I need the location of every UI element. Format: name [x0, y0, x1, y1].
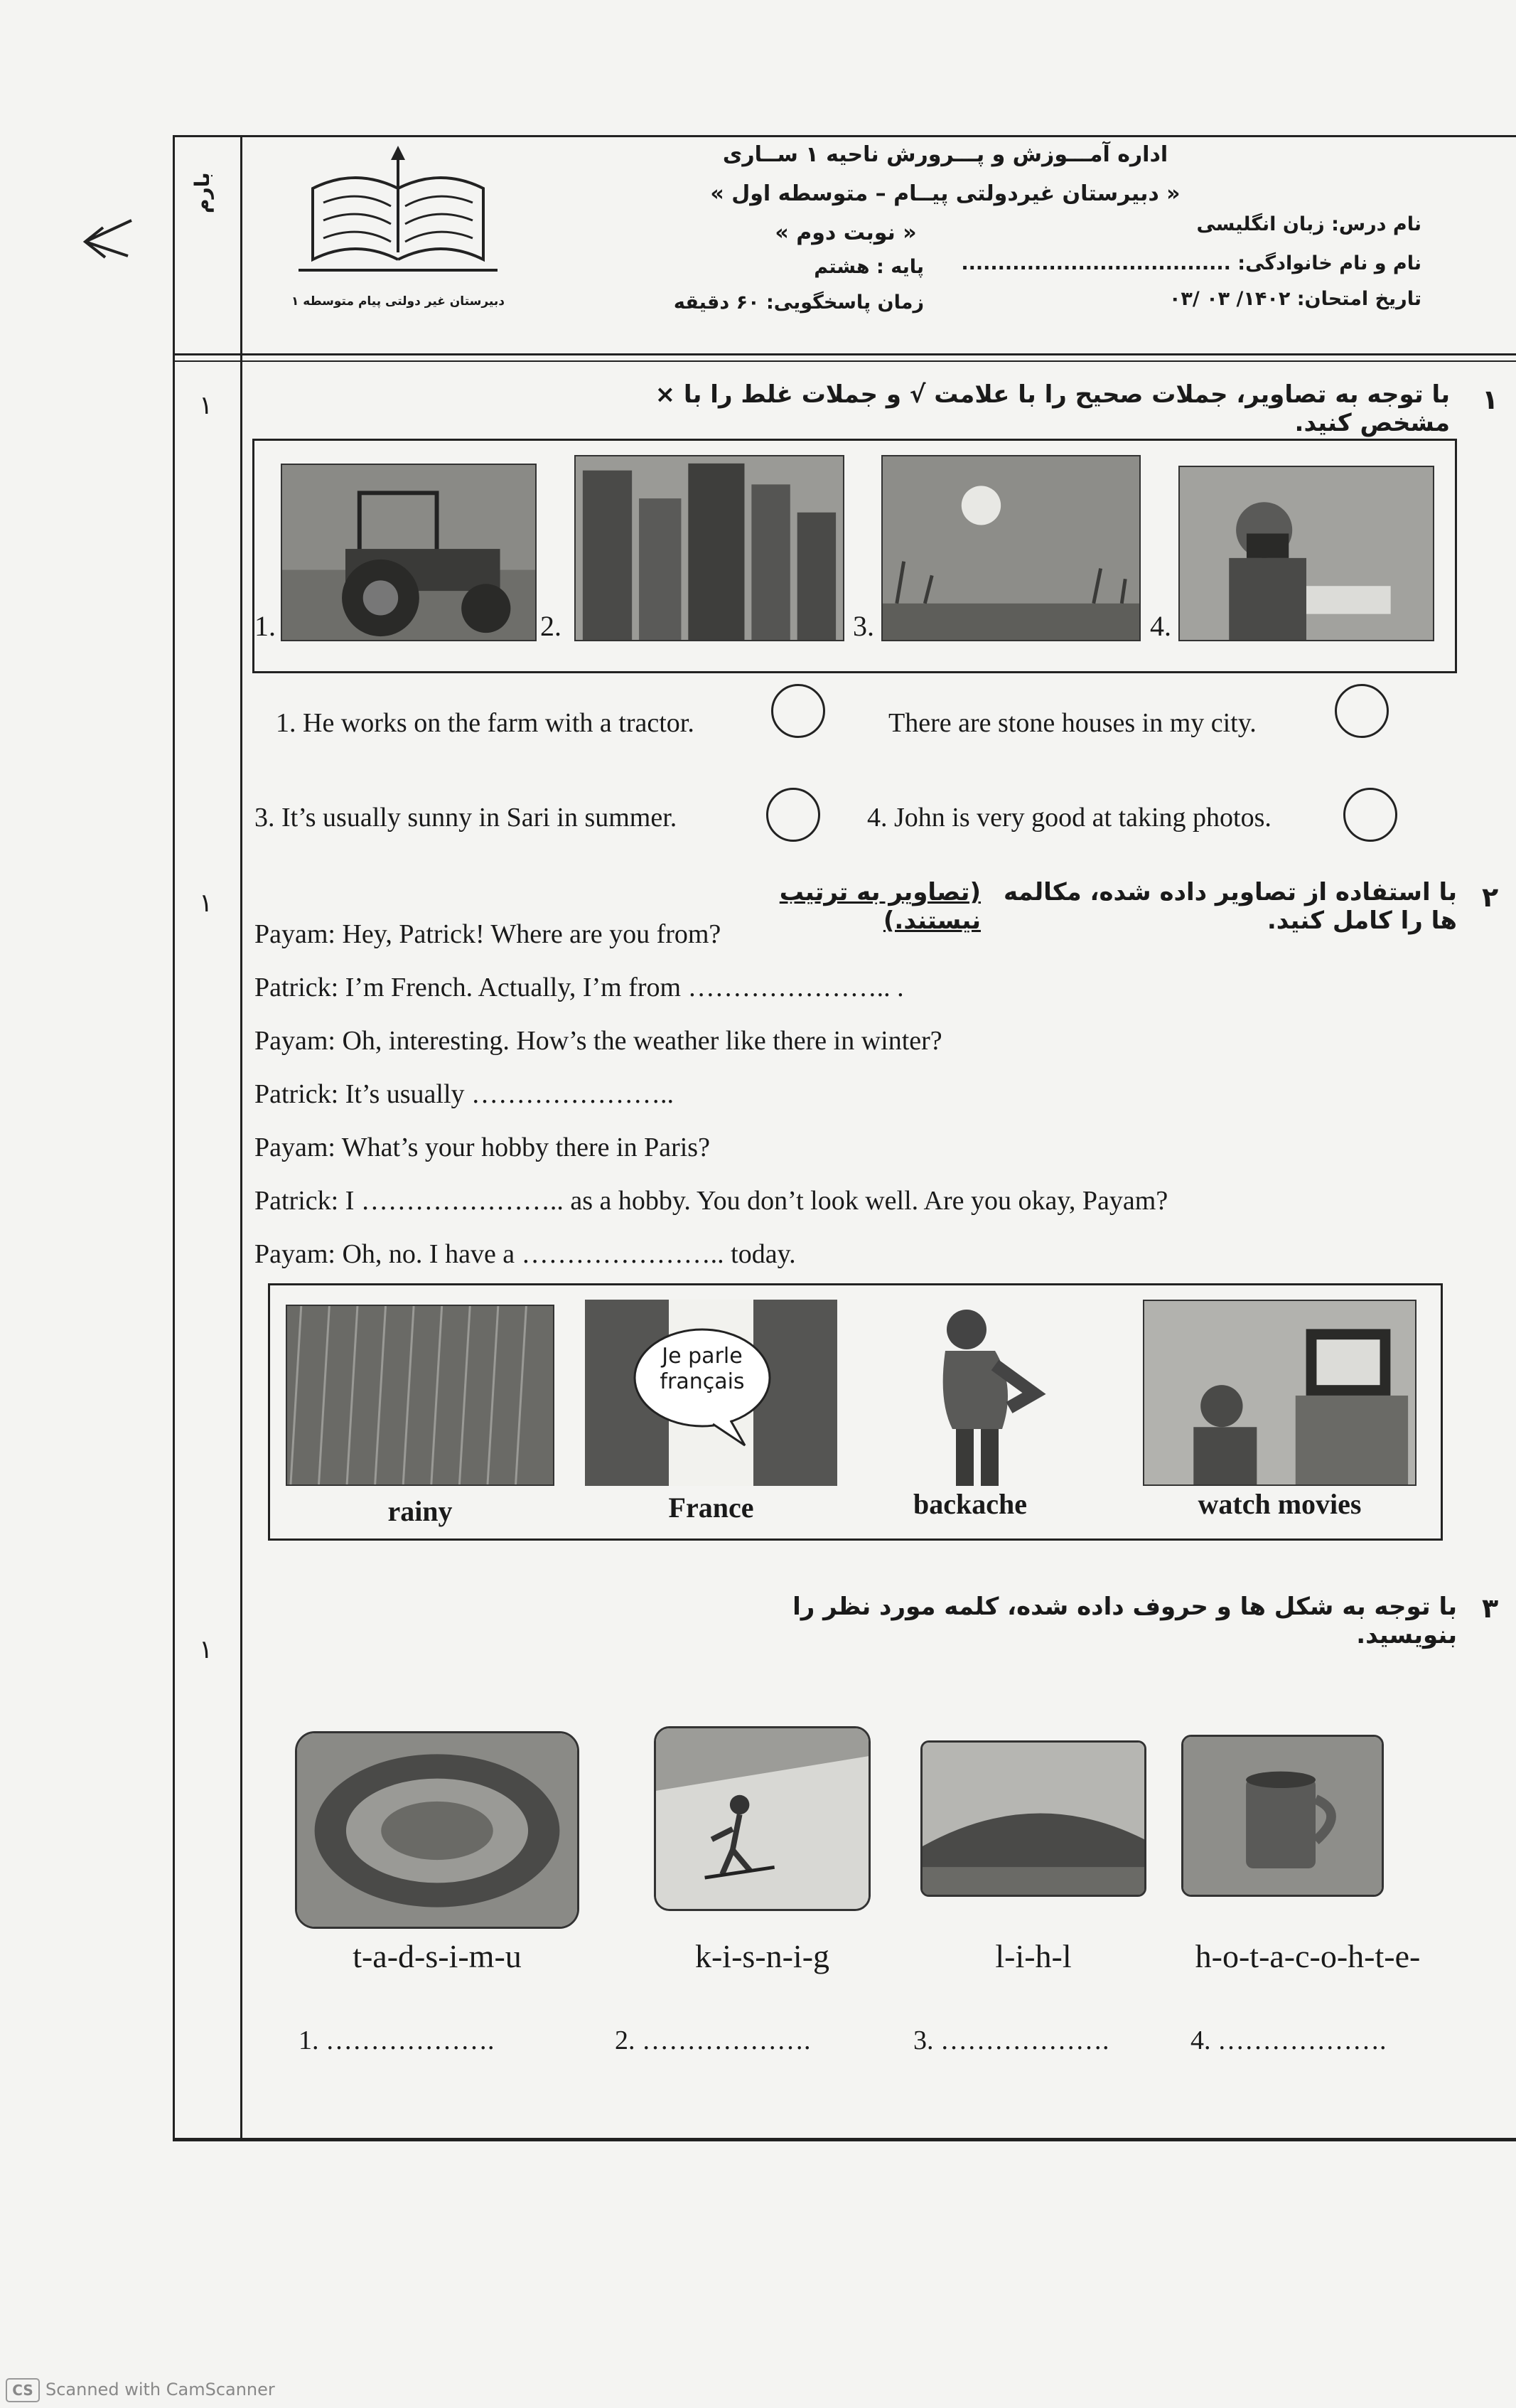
q1-pic-label-2: 2.: [540, 610, 561, 642]
stadium-photo: [295, 1731, 579, 1929]
logo-caption: دبیرستان غیر دولتی پیام متوسطه ۱: [291, 294, 505, 309]
rain-icon: [287, 1306, 553, 1484]
dialogue-line-6: Patrick: I ………………….. as a hobby. You don’t look well. Are you okay, Payam?: [254, 1186, 1168, 1216]
q1-answer-circle-3[interactable]: [766, 788, 820, 842]
q1-pic-label-3: 3.: [853, 610, 874, 642]
q2-instruction-note: (تصاویر به ترتیب نیستند.): [779, 878, 981, 935]
subject-label: نام درس: زبان انگلیسی: [1196, 213, 1421, 235]
header-line-2: « دبیرستان غیردولتی پیــام – متوسطه اول »: [710, 181, 1181, 206]
sunny-sky-photo: [881, 455, 1141, 641]
caption-backache: backache: [913, 1488, 1027, 1520]
tractor-photo: [281, 464, 537, 641]
q1-sentence-1: 1. He works on the farm with a tractor.: [276, 708, 694, 738]
buildings-icon: [576, 456, 843, 640]
book-logo-icon: [284, 146, 512, 288]
q3-answer-blank-1[interactable]: 1. ……………….: [299, 2026, 495, 2055]
hill-icon: [923, 1743, 1144, 1895]
camera-person-icon: [1180, 467, 1433, 640]
q3-answer-blank-2[interactable]: 2. ……………….: [615, 2026, 811, 2055]
dialogue-line-4: Patrick: It’s usually …………………..: [254, 1079, 674, 1109]
q1-pic-label-1: 1.: [254, 610, 276, 642]
scramble-word-1: t-a-d-s-i-m-u: [353, 1938, 522, 1974]
france-flag-photo: [585, 1300, 837, 1486]
tractor-icon: [282, 465, 535, 640]
q1-score: ۱: [199, 391, 213, 420]
speech-bubble-line-2: français: [660, 1369, 745, 1394]
q2-score: ۱: [199, 889, 213, 918]
speech-bubble-line-1: Je parle: [662, 1344, 743, 1369]
scramble-word-3: l-i-h-l: [995, 1938, 1072, 1974]
exam-date-label: تاریخ امتحان: ۱۴۰۲/ ۰۳ /۰۳: [1168, 288, 1421, 310]
barom-label: بارم: [190, 172, 214, 213]
q1-answer-circle-2[interactable]: [1335, 684, 1389, 738]
pen-mark-icon: [78, 213, 142, 263]
dialogue-line-3: Payam: Oh, interesting. How’s the weather like there in winter?: [254, 1026, 942, 1056]
caption-rainy: rainy: [387, 1495, 453, 1527]
q3-number: ۳: [1482, 1593, 1499, 1624]
q2-number: ۲: [1482, 882, 1499, 913]
header-line-1: اداره آمـــوزش و پـــرورش ناحیه ۱ ســاری: [722, 142, 1168, 167]
student-name-field[interactable]: نام و نام خانوادگی: .....................................: [961, 252, 1421, 274]
stadium-icon: [297, 1733, 577, 1927]
grade-label: پایه : هشتم: [814, 256, 924, 278]
q1-sentence-3: 3. It’s usually sunny in Sari in summer.: [254, 803, 677, 833]
sun-icon: [883, 456, 1139, 640]
photographer-photo: [1178, 466, 1434, 641]
scramble-word-4: h-o-t-a-c-o-h-t-e-: [1195, 1938, 1421, 1974]
q1-sentence-4: 4. John is very good at taking photos.: [867, 803, 1272, 833]
dialogue-line-1: Payam: Hey, Patrick! Where are you from?: [254, 919, 721, 949]
q1-number: ۱: [1482, 384, 1499, 415]
watch-movies-photo: [1143, 1300, 1416, 1486]
q1-answer-circle-1[interactable]: [771, 684, 825, 738]
tv-icon: [1144, 1301, 1415, 1484]
dialogue-line-5: Payam: What’s your hobby there in Paris?: [254, 1133, 710, 1162]
dialogue-line-2: Patrick: I’m French. Actually, I’m from ………………….. .: [254, 973, 904, 1002]
caption-watch-movies: watch movies: [1198, 1488, 1362, 1520]
cup-icon: [1183, 1737, 1382, 1895]
school-logo: [284, 146, 512, 316]
q1-sentence-2: There are stone houses in my city.: [888, 708, 1257, 738]
rain-photo: [286, 1305, 554, 1486]
dialogue-line-7: Payam: Oh, no. I have a ………………….. today.: [254, 1239, 796, 1269]
q3-answer-blank-4[interactable]: 4. ……………….: [1190, 2026, 1387, 2055]
q3-answer-blank-3[interactable]: 3. ……………….: [913, 2026, 1109, 2055]
backache-photo: [896, 1301, 1066, 1486]
city-buildings-photo: [574, 455, 844, 641]
scanner-watermark-text: Scanned with CamScanner: [45, 2380, 275, 2399]
scramble-word-2: k-i-s-n-i-g: [694, 1938, 830, 1974]
duration-label: زمان پاسخگویی: ۶۰ دقیقه: [673, 291, 924, 314]
q1-pic-label-4: 4.: [1150, 610, 1171, 642]
backache-person-icon: [896, 1301, 1066, 1486]
hot-chocolate-photo: [1181, 1735, 1384, 1897]
hill-photo: [920, 1740, 1146, 1897]
scanner-watermark: [6, 2378, 275, 2402]
caption-france: France: [668, 1492, 754, 1524]
bottom-border: [173, 2138, 1516, 2140]
q3-instruction: با توجه به شکل ها و حروف داده شده، کلمه مورد نظر را بنویسید.: [792, 1593, 1457, 1649]
skiing-photo: [654, 1726, 871, 1911]
header-line-3: « نوبت دوم »: [775, 220, 917, 245]
header-divider-2: [173, 360, 1516, 362]
q2-instruction: با استفاده از تصاویر داده شده، مکالمه ها را کامل کنید.: [1003, 878, 1457, 935]
header-divider: [173, 353, 1516, 355]
q1-instruction: با توجه به تصاویر، جملات صحیح را با علامت √ و جملات غلط را با × مشخص کنید.: [655, 380, 1450, 437]
score-column-divider: [240, 135, 242, 2141]
q3-score: ۱: [199, 1635, 213, 1664]
camscanner-logo-icon: CS: [6, 2378, 40, 2402]
q1-answer-circle-4[interactable]: [1343, 788, 1397, 842]
skier-icon: [656, 1728, 869, 1909]
